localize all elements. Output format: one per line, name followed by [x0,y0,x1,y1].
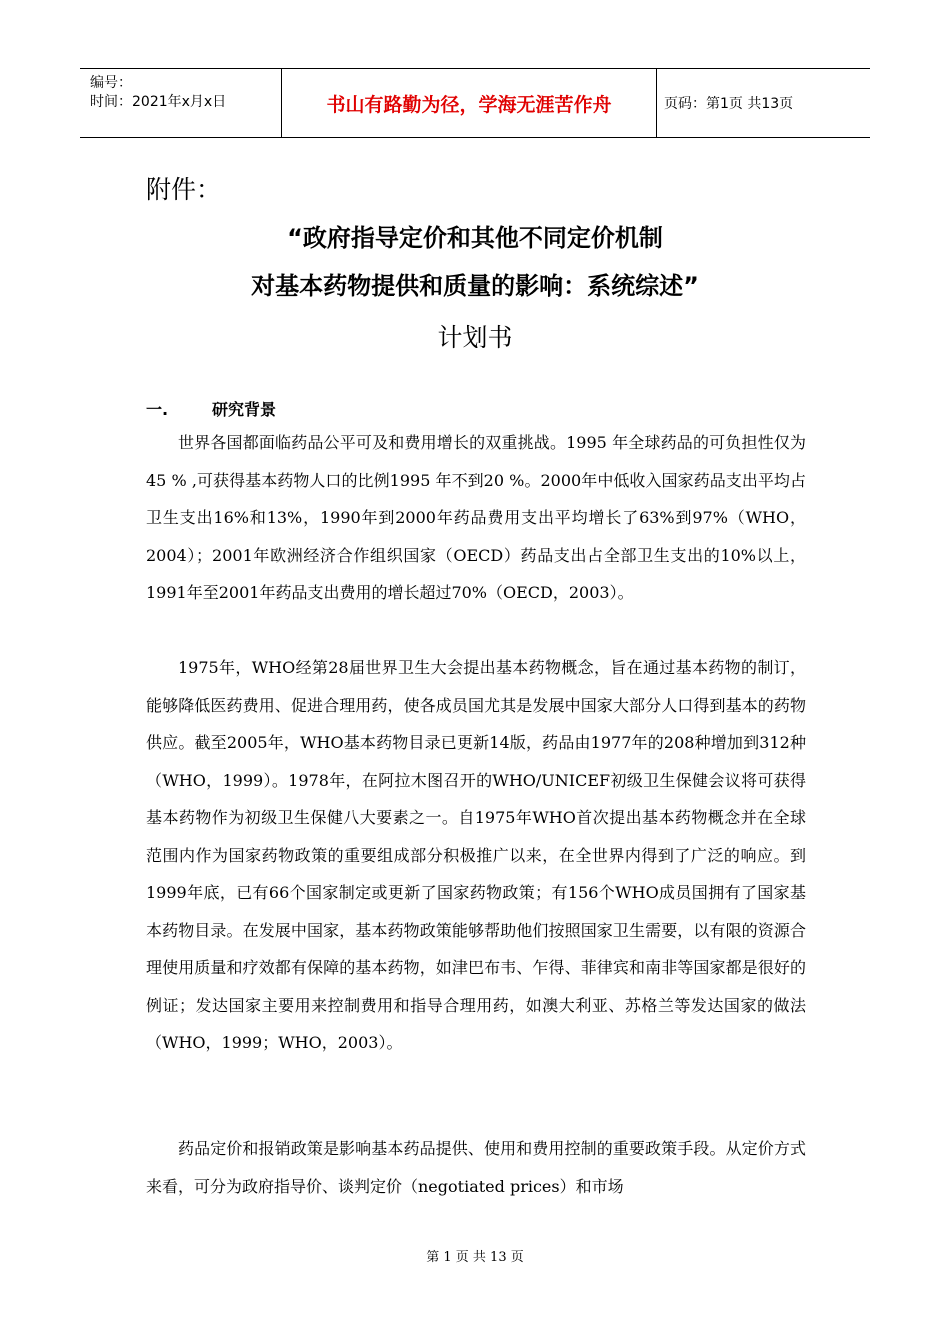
body-paragraph-2-wrap [146,649,806,1062]
section-title: 研究背景 [212,400,277,419]
body-paragraph: 药品定价和报销政策是影响基本药品提供、使用和费用控制的重要政策手段。从定价方式来看，可分为政府指导价、谈判定价（negotiated prices）和市场 [146,1139,806,1196]
document-number-label: 编号： [90,75,132,91]
header-meta-cell [80,69,281,137]
document-time-label: 时间：2021年x月x日 [90,94,227,110]
document-title-line-1: “政府指导定价和其他不同定价机制 [287,224,663,252]
body-paragraph-3-wrap [146,1130,806,1205]
section-heading [146,397,276,420]
body-paragraph-1-wrap [146,424,806,612]
page-footer: 第 1 页 共 13 页 [426,1250,524,1265]
header-table [80,68,870,138]
section-number: 一. [146,400,169,419]
header-motto: 书山有路勤为径，学海无涯苦作舟 [326,93,612,116]
body-paragraph: 世界各国都面临药品公平可及和费用增长的双重挑战。1995 年全球药品的可负担性仅为45 % ,可获得基本药物人口的比例1995 年不到20 %。2000年中低收入国家药品支出平均占卫生支出16%和13%，1990年到2000年药品费用支出平均增长了63%到97%（WHO，2004）；2001年欧洲经济合作组织国家（OECD）药品支出占全部卫生支出的10%以上，1991年至2001年药品支出费用的增长超过70%（OECD，2003）。 [146,433,806,602]
document-title-line-2: 对基本药物提供和质量的影响：系统综述” [251,272,699,300]
document-title-line-3: 计划书 [437,323,513,352]
header-motto-cell [281,69,657,137]
attachment-label: 附件： [146,175,222,204]
header-page-info: 页码：第1页 共13页 [664,96,794,112]
body-paragraph: 1975年，WHO经第28届世界卫生大会提出基本药物概念，旨在通过基本药物的制订，能够降低医药费用、促进合理用药，使各成员国尤其是发展中国家大部分人口得到基本的药物供应。截至2005年，WHO基本药物目录已更新14版，药品由1977年的208种增加到312种（WHO，1999）。1978年，在阿拉木图召开的WHO/UNICEF初级卫生保健会议将可获得基本药物作为初级卫生保健八大要素之一。自1975年WHO首次提出基本药物概念并在全球范围内作为国家药物政策的重要组成部分积极推广以来，在全世界内得到了广泛的响应。到1999年底，已有66个国家制定或更新了国家药物政策；有156个WHO成员国拥有了国家基本药物目录。在发展中国家，基本药物政策能够帮助他们按照国家卫生需要，以有限的资源合理使用质量和疗效都有保障的基本药物，如津巴布韦、乍得、菲律宾和南非等国家都是很好的例证；发达国家主要用来控制费用和指导合理用药，如澳大利亚、苏格兰等发达国家的做法（WHO，1999；WHO，2003）。 [146,658,806,1052]
